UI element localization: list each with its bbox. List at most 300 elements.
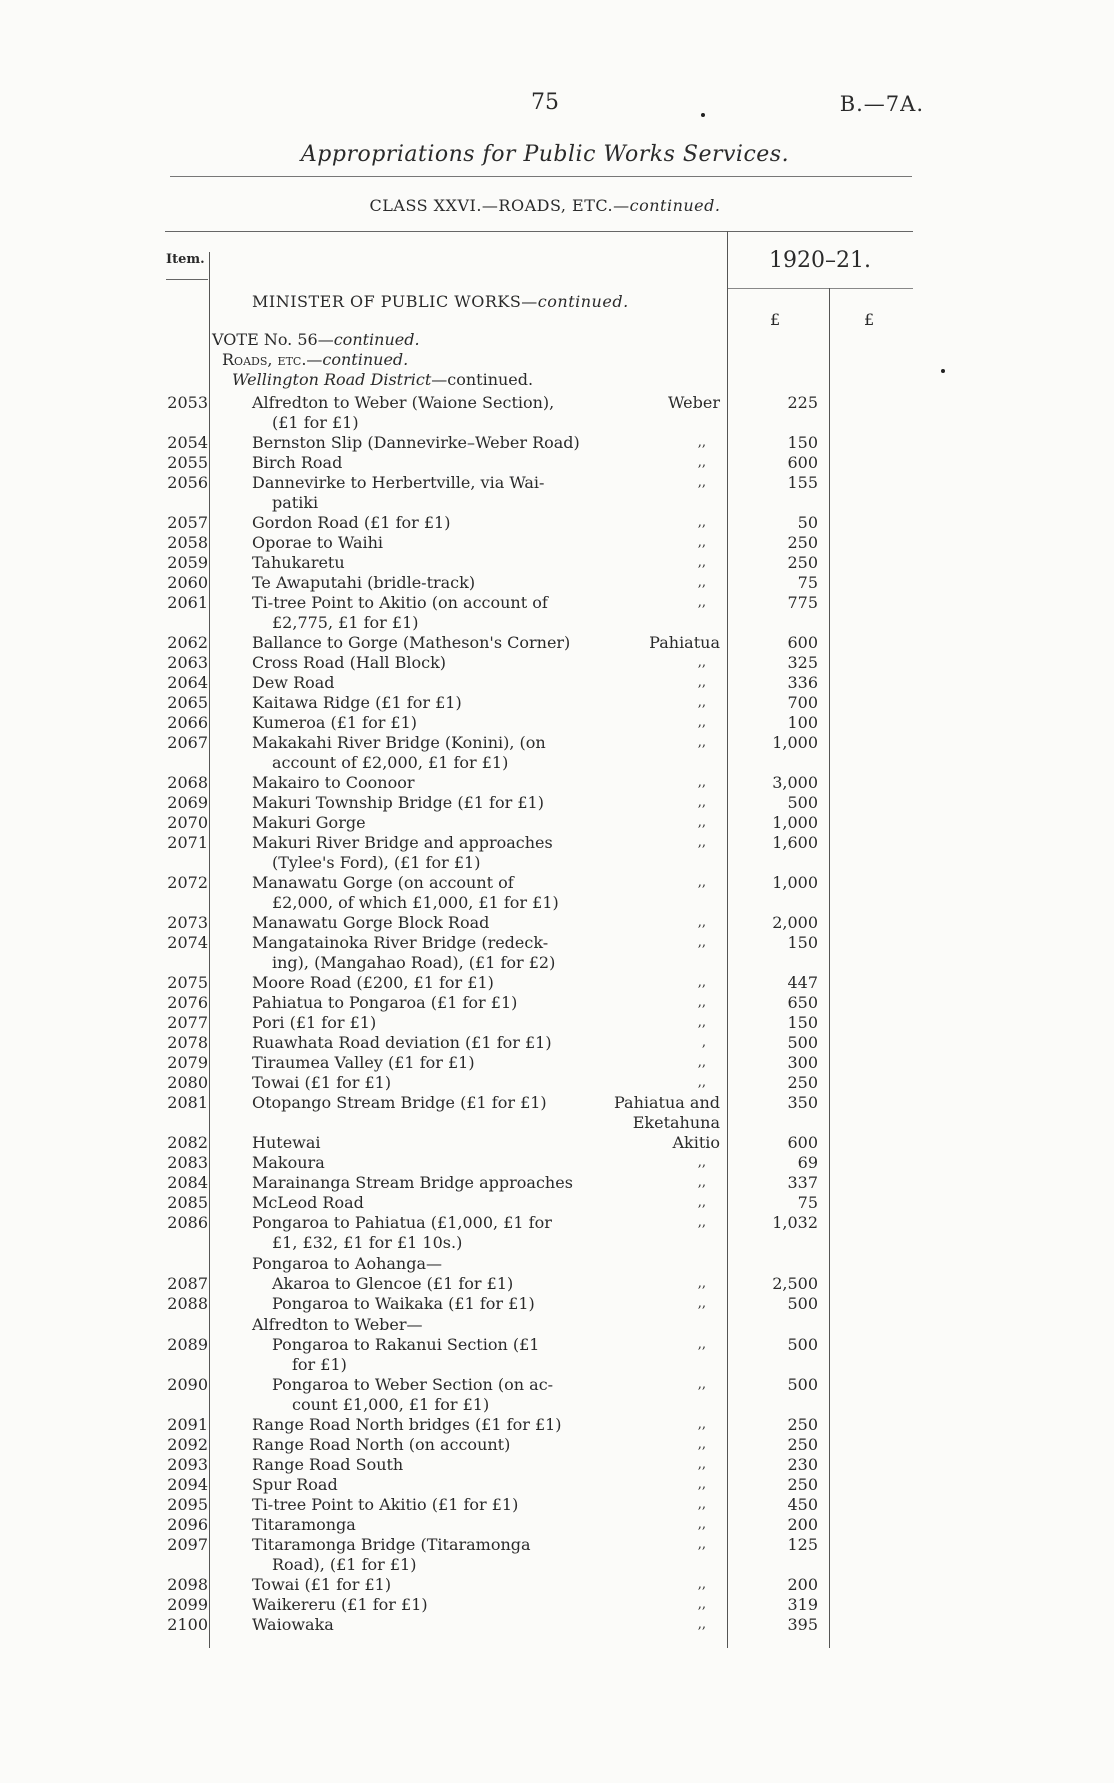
description-continuation: Road), (£1 for £1) [272, 1555, 417, 1574]
district [590, 813, 720, 833]
description-continuation: account of £2,000, £1 for £1) [272, 753, 509, 772]
item-number: 2065 [167, 693, 208, 712]
item-number: 2099 [167, 1595, 208, 1614]
description-line: Ti-tree Point to Akitio (on account of [252, 593, 548, 612]
item-description [252, 713, 592, 733]
item-description [252, 1093, 592, 1113]
item-description [252, 913, 592, 933]
district-column-rule [727, 231, 728, 1648]
item-number: 2071 [167, 833, 208, 852]
item-description [252, 673, 592, 693]
amount: 350 [787, 1093, 818, 1112]
district-name: ,, [697, 535, 706, 550]
district-name: ,, [697, 1477, 706, 1492]
amount: 300 [787, 1053, 818, 1072]
amount: 325 [787, 653, 818, 672]
district [590, 1535, 720, 1555]
item-number: 2079 [167, 1053, 208, 1072]
description-line: Tiraumea Valley (£1 for £1) [252, 1053, 475, 1072]
title-rule [170, 176, 912, 177]
district-name: ,, [697, 1155, 706, 1170]
amount: 600 [787, 1133, 818, 1152]
item-description [252, 633, 592, 653]
item-description [272, 1375, 592, 1415]
description-line: Dew Road [252, 673, 335, 692]
district [590, 553, 720, 573]
item-number: 2077 [167, 1013, 208, 1032]
item-number: 2097 [167, 1535, 208, 1554]
district [590, 1415, 720, 1435]
vote-heading: VOTE No. 56—continued. [212, 330, 420, 349]
item-number: 2073 [167, 913, 208, 932]
class-heading: CLASS XXVI.—ROADS, ETC.—continued. [369, 196, 721, 215]
amount: 600 [787, 633, 818, 652]
amount: 600 [787, 453, 818, 472]
amount: 500 [787, 1335, 818, 1354]
item-number: 2080 [167, 1073, 208, 1092]
item-description [252, 693, 592, 713]
amount: 2,500 [772, 1274, 818, 1293]
district [590, 1515, 720, 1535]
item-description [252, 1595, 592, 1615]
district-name: Akitio [672, 1133, 720, 1152]
item-column-header: Item. [166, 252, 205, 267]
item-number: 2054 [167, 433, 208, 452]
item-number: 2085 [167, 1193, 208, 1212]
amount: 250 [787, 1475, 818, 1494]
district-name: ,, [697, 1597, 706, 1612]
description-line: Towai (£1 for £1) [252, 1575, 392, 1594]
description-line: Makuri Gorge [252, 813, 366, 832]
amount: 225 [787, 393, 818, 412]
subhead-pongaroa-aohanga: Pongaroa to Aohanga— [252, 1254, 443, 1273]
district [590, 933, 720, 953]
item-number: 2082 [167, 1133, 208, 1152]
district [590, 773, 720, 793]
district-name: ,, [697, 1457, 706, 1472]
district [590, 1435, 720, 1455]
item-number: 2084 [167, 1173, 208, 1192]
item-description [252, 1073, 592, 1093]
district-name: ,, [697, 455, 706, 470]
district-name: ,, [697, 475, 706, 490]
amount: 500 [787, 1294, 818, 1313]
district [590, 873, 720, 893]
item-number: 2058 [167, 533, 208, 552]
district [590, 993, 720, 1013]
item-number: 2056 [167, 473, 208, 492]
district-name: ,, [697, 1517, 706, 1532]
item-description [252, 973, 592, 993]
item-description [252, 1193, 592, 1213]
amount: 100 [787, 713, 818, 732]
amount: 230 [787, 1455, 818, 1474]
item-description [252, 593, 592, 633]
district-name-continuation: Eketahuna [632, 1113, 720, 1132]
description-line: Range Road North bridges (£1 for £1) [252, 1415, 562, 1434]
district-name: ,, [697, 915, 706, 930]
district-name: Pahiatua [649, 633, 720, 652]
district [590, 1495, 720, 1515]
description-line: Makuri Township Bridge (£1 for £1) [252, 793, 544, 812]
item-description [252, 773, 592, 793]
description-line: Bernston Slip (Dannevirke–Weber Road) [252, 433, 580, 452]
item-description [252, 573, 592, 593]
item-description [252, 1173, 592, 1193]
amount: 250 [787, 533, 818, 552]
description-line: Waiowaka [252, 1615, 334, 1634]
item-number: 2072 [167, 873, 208, 892]
roads-heading: Roads, etc.—continued. [222, 350, 409, 369]
district [590, 1093, 720, 1133]
district-name: ,, [697, 815, 706, 830]
item-description [272, 1335, 592, 1375]
district-name: ,, [697, 1417, 706, 1432]
district-name: , [701, 1035, 706, 1050]
amount: 1,000 [772, 733, 818, 752]
district [590, 973, 720, 993]
district [590, 433, 720, 453]
description-continuation: £2,000, of which £1,000, £1 for £1) [272, 893, 559, 912]
district [590, 1335, 720, 1355]
description-continuation: £2,775, £1 for £1) [272, 613, 419, 632]
description-line: Manawatu Gorge (on account of [252, 873, 514, 892]
item-description [252, 513, 592, 533]
item-number: 2081 [167, 1093, 208, 1112]
item-description [272, 1294, 592, 1314]
document-reference: B.—7A. [839, 92, 924, 116]
district-name: ,, [697, 1055, 706, 1070]
description-line: Pongaroa to Rakanui Section (£1 [272, 1335, 540, 1354]
description-continuation: £1, £32, £1 for £1 10s.) [272, 1233, 463, 1252]
district [590, 653, 720, 673]
description-continuation: patiki [272, 493, 319, 512]
district [590, 1575, 720, 1595]
district-name: ,, [697, 1437, 706, 1452]
description-line: Dannevirke to Herbertville, via Wai- [252, 473, 545, 492]
description-line: Pongaroa to Weber Section (on ac- [272, 1375, 554, 1394]
item-description [252, 813, 592, 833]
item-description [252, 553, 592, 573]
district-heading: Wellington Road District—continued. [232, 370, 534, 389]
amount: 1,000 [772, 813, 818, 832]
district-name: ,, [697, 735, 706, 750]
item-number: 2070 [167, 813, 208, 832]
district-name: ,, [697, 1175, 706, 1190]
item-description [252, 1455, 592, 1475]
description-line: Pori (£1 for £1) [252, 1013, 377, 1032]
item-description [252, 733, 592, 773]
district [590, 693, 720, 713]
item-number: 2089 [167, 1335, 208, 1354]
item-description [252, 1213, 592, 1253]
item-description [252, 1033, 592, 1053]
district-name: ,, [697, 1497, 706, 1512]
amount: 2,000 [772, 913, 818, 932]
description-line: Birch Road [252, 453, 343, 472]
amount: 336 [787, 673, 818, 692]
district [590, 913, 720, 933]
year-column-header: 1920–21. [769, 248, 871, 273]
item-description [252, 393, 592, 433]
district-name: ,, [697, 975, 706, 990]
amount: 125 [787, 1535, 818, 1554]
district [590, 733, 720, 753]
item-number: 2076 [167, 993, 208, 1012]
description-continuation: ing), (Mangahao Road), (£1 for £2) [272, 953, 556, 972]
description-line: Hutewai [252, 1133, 321, 1152]
district [590, 673, 720, 693]
item-number: 2059 [167, 553, 208, 572]
amount: 250 [787, 553, 818, 572]
district [590, 1033, 720, 1053]
item-number: 2087 [167, 1274, 208, 1293]
district [590, 1133, 720, 1153]
item-number: 2092 [167, 1435, 208, 1454]
description-line: Pongaroa to Waikaka (£1 for £1) [272, 1294, 535, 1313]
item-description [252, 993, 592, 1013]
amount: 3,000 [772, 773, 818, 792]
district [590, 473, 720, 493]
description-continuation: (£1 for £1) [272, 413, 359, 432]
amount: 250 [787, 1435, 818, 1454]
item-description [252, 873, 592, 913]
amount: 337 [787, 1173, 818, 1192]
district [590, 1294, 720, 1314]
description-line: Waikereru (£1 for £1) [252, 1595, 428, 1614]
amount: 500 [787, 793, 818, 812]
amount: 75 [797, 573, 818, 592]
description-line: Akaroa to Glencoe (£1 for £1) [272, 1274, 514, 1293]
description-line: Ruawhata Road deviation (£1 for £1) [252, 1033, 552, 1052]
item-number: 2083 [167, 1153, 208, 1172]
item-number: 2066 [167, 713, 208, 732]
amount: 775 [787, 593, 818, 612]
district [590, 593, 720, 613]
description-line: Kumeroa (£1 for £1) [252, 713, 418, 732]
item-number: 2075 [167, 973, 208, 992]
item-description [252, 1515, 592, 1535]
item-description [252, 1615, 592, 1635]
item-number: 2064 [167, 673, 208, 692]
district-name: ,, [697, 435, 706, 450]
item-number: 2067 [167, 733, 208, 752]
description-line: Alfredton to Weber (Waione Section), [252, 393, 555, 412]
description-line: Ballance to Gorge (Matheson's Corner) [252, 633, 571, 652]
district-name: ,, [697, 1195, 706, 1210]
description-line: Spur Road [252, 1475, 338, 1494]
description-continuation: count £1,000, £1 for £1) [292, 1395, 490, 1414]
description-line: Mangatainoka River Bridge (redeck- [252, 933, 549, 952]
description-line: Towai (£1 for £1) [252, 1073, 392, 1092]
district [590, 1375, 720, 1395]
item-number: 2098 [167, 1575, 208, 1594]
district-name: ,, [697, 795, 706, 810]
district-name: ,, [697, 1296, 706, 1311]
district-name: ,, [697, 835, 706, 850]
district-name: Weber [668, 393, 720, 412]
description-line: Te Awaputahi (bridle-track) [252, 573, 476, 592]
item-number: 2086 [167, 1213, 208, 1232]
description-line: Makairo to Coonoor [252, 773, 415, 792]
item-number: 2096 [167, 1515, 208, 1534]
item-description [252, 1535, 592, 1575]
print-speck [941, 369, 945, 373]
district [590, 793, 720, 813]
amount: 150 [787, 433, 818, 452]
item-number: 2074 [167, 933, 208, 952]
amount: 150 [787, 933, 818, 952]
item-description [252, 1153, 592, 1173]
item-column-rule [209, 252, 210, 1648]
description-line: Otopango Stream Bridge (£1 for £1) [252, 1093, 547, 1112]
item-description [252, 1575, 592, 1595]
item-number: 2055 [167, 453, 208, 472]
amount: 250 [787, 1073, 818, 1092]
district [590, 1615, 720, 1635]
item-description [252, 793, 592, 813]
item-number: 2069 [167, 793, 208, 812]
district-name: ,, [697, 875, 706, 890]
district-name: ,, [697, 715, 706, 730]
district-name: ,, [697, 655, 706, 670]
district [590, 833, 720, 853]
item-description [252, 453, 592, 473]
item-number: 2088 [167, 1294, 208, 1313]
district [590, 573, 720, 593]
district-name: ,, [697, 1577, 706, 1592]
item-number: 2057 [167, 513, 208, 532]
description-line: Range Road North (on account) [252, 1435, 511, 1454]
subhead-alfredton-weber: Alfredton to Weber— [252, 1315, 423, 1334]
item-description [252, 933, 592, 973]
item-description [252, 533, 592, 553]
amount-column-rule [829, 288, 830, 1648]
district-name: ,, [697, 1537, 706, 1552]
currency-header-2: £ [864, 310, 875, 329]
description-line: Kaitawa Ridge (£1 for £1) [252, 693, 462, 712]
district-name: ,, [697, 1215, 706, 1230]
item-number: 2068 [167, 773, 208, 792]
amount: 200 [787, 1515, 818, 1534]
item-description [252, 1495, 592, 1515]
description-line: Oporae to Waihi [252, 533, 384, 552]
amount: 200 [787, 1575, 818, 1594]
item-number: 2094 [167, 1475, 208, 1494]
table-header-rule [165, 231, 913, 232]
item-description [252, 473, 592, 513]
description-line: McLeod Road [252, 1193, 364, 1212]
description-line: Gordon Road (£1 for £1) [252, 513, 451, 532]
district-name: ,, [697, 575, 706, 590]
district-name: ,, [697, 595, 706, 610]
item-description [252, 1435, 592, 1455]
item-number: 2053 [167, 393, 208, 412]
item-description [252, 1475, 592, 1495]
district-name: Pahiatua and [614, 1093, 720, 1112]
district-name: ,, [697, 1337, 706, 1352]
year-header-rule [727, 288, 913, 289]
district [590, 1595, 720, 1615]
description-line: Marainanga Stream Bridge approaches [252, 1173, 573, 1192]
item-number: 2095 [167, 1495, 208, 1514]
district [590, 1053, 720, 1073]
district [590, 513, 720, 533]
district-name: ,, [697, 935, 706, 950]
description-line: Pongaroa to Pahiatua (£1,000, £1 for [252, 1213, 552, 1232]
amount: 500 [787, 1375, 818, 1394]
amount: 1,600 [772, 833, 818, 852]
item-number: 2061 [167, 593, 208, 612]
district [590, 1455, 720, 1475]
district [590, 533, 720, 553]
district [590, 1274, 720, 1294]
district-name: ,, [697, 675, 706, 690]
district [590, 1475, 720, 1495]
amount: 650 [787, 993, 818, 1012]
district-name: ,, [697, 995, 706, 1010]
amount: 700 [787, 693, 818, 712]
item-description [252, 1133, 592, 1153]
item-description [252, 1053, 592, 1073]
item-description [252, 1013, 592, 1033]
item-description [252, 1415, 592, 1435]
page-number: 75 [531, 90, 559, 115]
item-number: 2100 [167, 1615, 208, 1634]
amount: 50 [797, 513, 818, 532]
item-number: 2063 [167, 653, 208, 672]
district-name: ,, [697, 1377, 706, 1392]
district-name: ,, [697, 555, 706, 570]
district-name: ,, [697, 515, 706, 530]
item-number: 2091 [167, 1415, 208, 1434]
district [590, 633, 720, 653]
description-line: Makuri River Bridge and approaches [252, 833, 553, 852]
district [590, 1193, 720, 1213]
description-line: Range Road South [252, 1455, 404, 1474]
amount: 447 [787, 973, 818, 992]
district [590, 1073, 720, 1093]
amount: 1,032 [772, 1213, 818, 1232]
district-name: ,, [697, 775, 706, 790]
item-number: 2090 [167, 1375, 208, 1394]
description-continuation: (Tylee's Ford), (£1 for £1) [272, 853, 481, 872]
description-line: Pahiatua to Pongaroa (£1 for £1) [252, 993, 518, 1012]
description-line: Cross Road (Hall Block) [252, 653, 447, 672]
item-description [252, 433, 592, 453]
district [590, 1213, 720, 1233]
description-line: Tahukaretu [252, 553, 345, 572]
description-line: Moore Road (£200, £1 for £1) [252, 973, 494, 992]
description-line: Ti-tree Point to Akitio (£1 for £1) [252, 1495, 519, 1514]
amount: 500 [787, 1033, 818, 1052]
district [590, 1013, 720, 1033]
amount: 1,000 [772, 873, 818, 892]
item-number: 2093 [167, 1455, 208, 1474]
item-header-rule [166, 279, 208, 280]
item-description [272, 1274, 592, 1294]
item-number: 2062 [167, 633, 208, 652]
district [590, 1173, 720, 1193]
district-name: ,, [697, 1015, 706, 1030]
item-description [252, 833, 592, 873]
description-line: Manawatu Gorge Block Road [252, 913, 490, 932]
amount: 155 [787, 473, 818, 492]
district [590, 393, 720, 413]
description-line: Makakahi River Bridge (Konini), (on [252, 733, 546, 752]
description-line: Titaramonga [252, 1515, 356, 1534]
item-number: 2078 [167, 1033, 208, 1052]
